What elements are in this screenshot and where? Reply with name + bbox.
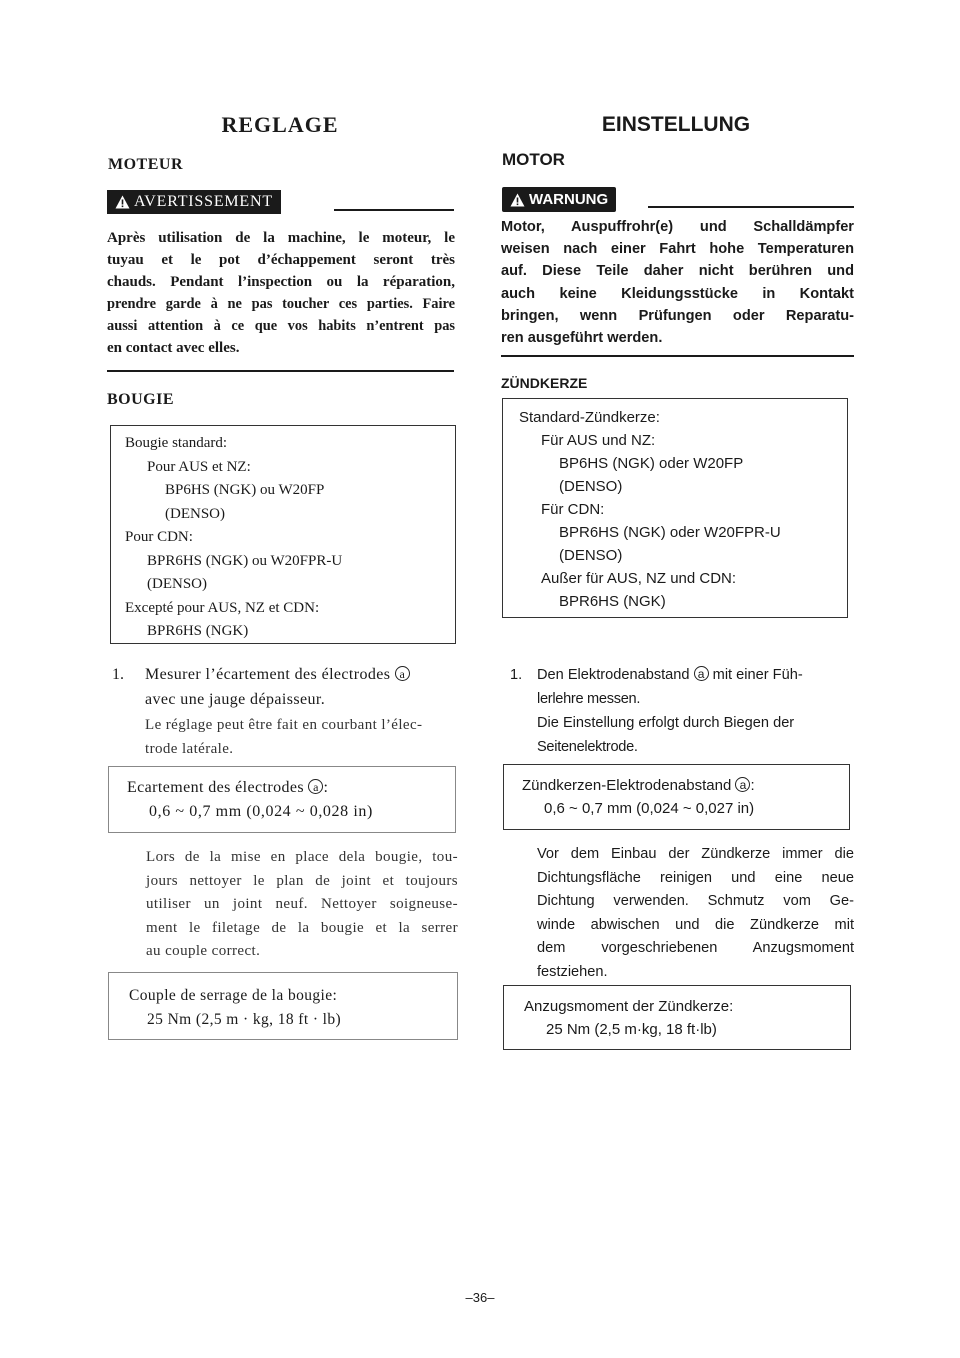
- callout-marker-a: a: [694, 666, 709, 681]
- note-line: jours nettoyer le plan de joint et toujours: [146, 872, 458, 889]
- section-heading-fr: MOTEUR: [108, 156, 183, 173]
- step-1-de: [510, 663, 855, 759]
- note-line: Dichtungsfläche reinigen und eine neue: [537, 869, 854, 886]
- step-note: Seitenelektrode.: [537, 739, 638, 755]
- spec-heading: Bougie standard:: [125, 435, 228, 451]
- gap-value: 0,6 ~ 0,7 mm (0,024 ~ 0,027 in): [544, 800, 755, 817]
- spec-value: BP6HS (NGK) oder W20FP: [559, 455, 744, 472]
- step-note: Le réglage peut être fait en courbant l’élec-: [145, 717, 423, 733]
- install-note-fr: [146, 846, 458, 964]
- note-line: festziehen.: [537, 963, 608, 980]
- spark-plug-spec-box-de: [502, 398, 848, 618]
- warning-rule-fr: [334, 209, 454, 211]
- step-text: [537, 663, 855, 687]
- warning-line: auf. Diese Teile daher nicht berühren und: [501, 263, 854, 280]
- step-text: lerlehre messen.: [537, 691, 641, 707]
- page-title-fr: REGLAGE: [221, 112, 339, 137]
- note-line: Vor dem Einbau der Zündkerze immer die: [537, 846, 854, 862]
- spec-value: (DENSO): [559, 547, 623, 564]
- note-line: ment le filetage de la bougie et la serrer: [146, 919, 458, 936]
- warning-line: chauds. Pendant l’inspection ou la réparation,: [107, 274, 455, 290]
- note-line: au couple correct.: [146, 943, 261, 959]
- electrode-gap-box-de: [503, 764, 850, 830]
- gap-label-suffix: :: [750, 777, 755, 794]
- spec-label: Für AUS und NZ:: [541, 432, 656, 449]
- callout-marker-a: a: [308, 779, 323, 794]
- torque-box-fr: [108, 972, 458, 1040]
- note-line: Dichtung verwenden. Schmutz vom Ge-: [537, 893, 854, 909]
- page-title-de: EINSTELLUNG: [601, 113, 751, 136]
- note-line: Lors de la mise en place dela bougie, tou-: [146, 849, 458, 865]
- warning-label-de: WARNUNG: [529, 191, 609, 208]
- note-line: winde abwischen und die Zündkerze mit: [537, 916, 854, 933]
- spec-value: BP6HS (NGK) ou W20FP: [165, 482, 325, 498]
- spec-value: (DENSO): [147, 576, 207, 592]
- step-number: 1.: [510, 667, 523, 683]
- note-line: dem vorgeschriebenen Anzugsmoment: [537, 940, 854, 956]
- torque-label: Anzugsmoment der Zündkerze:: [524, 998, 734, 1015]
- warning-end-rule-fr: [107, 370, 454, 372]
- step-note: Die Einstellung erfolgt durch Biegen der: [537, 715, 795, 731]
- step-text-part: Den Elektrodenabstand: [537, 667, 690, 683]
- warning-line: ren ausgeführt werden.: [501, 330, 663, 347]
- gap-label-suffix: :: [323, 779, 329, 796]
- warning-line: Après utilisation de la machine, le moteur, le: [107, 230, 455, 246]
- torque-label: Couple de serrage de la bougie:: [129, 987, 338, 1004]
- warning-line: weisen nach einer Fahrt hohe Temperaturen: [501, 241, 854, 258]
- warning-badge-de: [502, 187, 616, 212]
- spec-value: BPR6HS (NGK) ou W20FPR-U: [147, 552, 343, 569]
- step-note: trode latérale.: [145, 740, 234, 757]
- warning-label-fr: AVERTISSEMENT: [134, 193, 273, 210]
- warning-line: en contact avec elles.: [107, 340, 240, 356]
- torque-box-de: [503, 985, 851, 1050]
- spark-plug-spec-box-fr: [110, 425, 456, 644]
- spec-value: (DENSO): [165, 505, 225, 522]
- spec-value: BPR6HS (NGK): [559, 593, 666, 610]
- electrode-gap-box-fr: [108, 766, 456, 833]
- step-number: 1.: [112, 666, 124, 683]
- spec-label: Excepté pour AUS, NZ et CDN:: [125, 599, 320, 616]
- warning-line: Motor, Auspuffrohr(e) und Schalldämpfer: [501, 219, 854, 235]
- subsection-heading-de: ZÜNDKERZE: [501, 375, 588, 391]
- step-text: [145, 662, 457, 687]
- spec-value: BPR6HS (NGK) oder W20FPR-U: [559, 524, 781, 541]
- spec-label: Pour CDN:: [125, 529, 193, 545]
- spec-heading: Standard-Zündkerze:: [519, 409, 660, 426]
- spec-label: Außer für AUS, NZ und CDN:: [541, 570, 737, 587]
- callout-marker-a: a: [735, 777, 750, 792]
- callout-marker-a: a: [395, 666, 410, 681]
- warning-line: aussi attention à ce que vos habits n’entrent pas: [107, 318, 455, 334]
- spec-value: BPR6HS (NGK): [147, 623, 249, 639]
- note-line: utiliser un joint neuf. Nettoyer soigneuse-: [146, 896, 458, 912]
- warning-line: bringen, wenn Prüfungen oder Reparatu-: [501, 307, 854, 324]
- install-note-de: [537, 843, 854, 984]
- step-1-fr: [112, 662, 457, 761]
- spec-label: Pour AUS et NZ:: [147, 458, 251, 475]
- warning-badge-fr: [107, 190, 281, 214]
- warning-line: tuyau et le pot d’échappement seront très: [107, 252, 455, 268]
- section-heading-de: MOTOR: [502, 150, 565, 169]
- warning-line: prendre garde à ne pas toucher ces parties. Faire: [107, 296, 455, 312]
- warning-triangle-icon: [115, 195, 130, 209]
- gap-value: 0,6 ~ 0,7 mm (0,024 ~ 0,028 in): [149, 802, 373, 820]
- gap-label: [127, 776, 455, 800]
- spec-value: (DENSO): [559, 478, 623, 495]
- step-text-part: mit einer Füh-: [712, 667, 803, 683]
- warning-text-de: [501, 216, 854, 349]
- step-text: avec une jauge dépaisseur.: [145, 691, 326, 708]
- warning-line: auch keine Kleidungsstücke in Kontakt: [501, 285, 854, 302]
- gap-label-text: Zündkerzen-Elektrodenabstand: [522, 777, 732, 794]
- torque-value: 25 Nm (2,5 m·kg, 18 ft·lb): [546, 1021, 717, 1038]
- page-number: –36–: [465, 1290, 495, 1305]
- gap-label-text: Ecartement des électrodes: [127, 779, 305, 796]
- gap-label: [522, 774, 849, 797]
- warning-end-rule-de: [501, 355, 854, 357]
- warning-triangle-icon: [510, 193, 525, 207]
- warning-rule-de: [648, 206, 854, 208]
- warning-text-fr: [107, 227, 455, 359]
- torque-value: 25 Nm (2,5 m · kg, 18 ft · lb): [147, 1010, 342, 1028]
- step-text-part: Mesurer l’écartement des électrodes: [145, 666, 391, 683]
- spec-label: Für CDN:: [541, 501, 605, 518]
- subsection-heading-fr: BOUGIE: [107, 391, 175, 408]
